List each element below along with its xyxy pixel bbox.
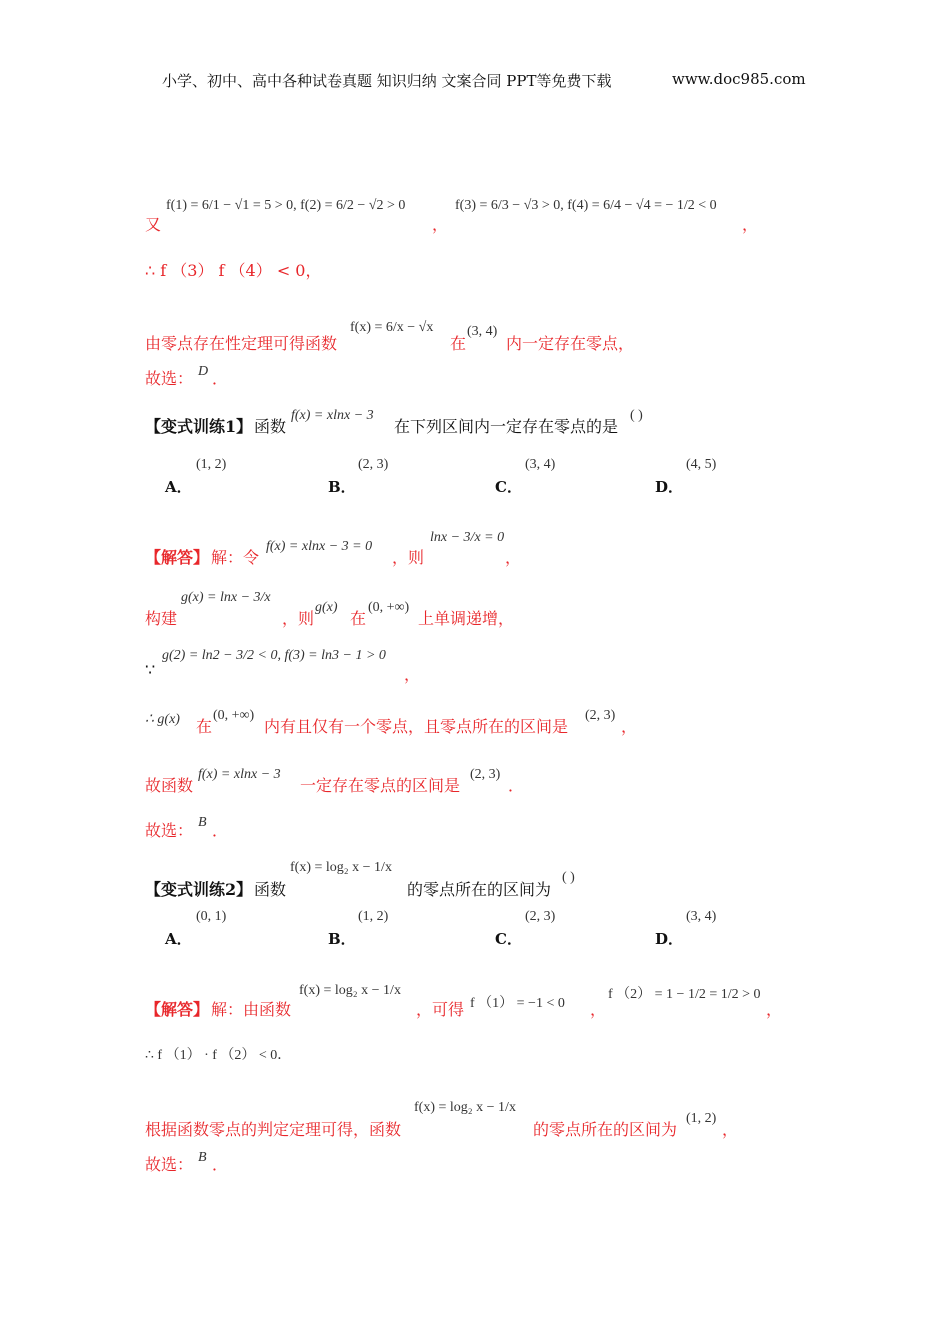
judge-interval: (1, 2) <box>686 1111 717 1126</box>
option-c-label[interactable]: C． <box>495 930 522 948</box>
option-b-label[interactable]: B． <box>328 930 356 948</box>
comma: ， <box>505 548 522 567</box>
judge-function: f(x) = log₂ x − 1/x <box>414 1100 516 1115</box>
answer-tag: 【解答】 <box>145 1000 210 1019</box>
period: ． <box>508 776 525 795</box>
then-g: ，则 <box>282 609 315 628</box>
variant2-function: f(x) = log₂ x − 1/x <box>290 860 392 875</box>
therefore-line: ∴ f （3） f （4） < 0， <box>145 261 322 280</box>
header-left-text: 小学、初中、高中各种试卷真题 知识归纳 文案合同 PPT等免费下载 <box>162 72 612 90</box>
option-d-value: (3, 4) <box>686 909 717 924</box>
choose-end: ． <box>212 1155 229 1174</box>
formula-f3-f4: f(3) = 6/3 − √3 > 0, f(4) = 6/4 − √4 = − 1/2 < 0 <box>455 198 717 213</box>
answer-eq1: f(x) = xlnx − 3 = 0 <box>266 539 373 554</box>
variant2-question: 的零点所在的区间为 <box>407 880 552 899</box>
option-d-label[interactable]: D． <box>655 930 684 948</box>
choose-end: ． <box>212 369 229 388</box>
choose-label: 故选： <box>145 821 194 840</box>
comma: ， <box>590 1000 607 1019</box>
judge-text: 根据函数零点的判定定理可得，函数 <box>145 1120 402 1139</box>
domain-interval: (0, +∞) <box>213 708 255 723</box>
variant2-pre: 函数 <box>254 880 287 899</box>
comma: ， <box>432 215 449 234</box>
at-label: 在 <box>350 609 367 628</box>
g-name: g(x) <box>315 600 338 615</box>
choose-label: 故选： <box>145 1155 194 1174</box>
conclude-pre: 故函数 <box>145 776 194 795</box>
conclude-mid: 一定存在零点的区间是 <box>300 776 461 795</box>
conclude-function: f(x) = xlnx − 3 <box>198 767 281 782</box>
option-b-label[interactable]: B． <box>328 478 356 496</box>
theorem-function: f(x) = 6/x − √x <box>350 320 434 335</box>
choose-end: ． <box>212 821 229 840</box>
option-a-label[interactable]: A． <box>165 930 192 948</box>
answer-eq2: lnx − 3/x = 0 <box>430 530 505 545</box>
header-site-link[interactable]: www.doc985.com <box>672 70 806 88</box>
variant2-paren: ( ) <box>562 870 575 885</box>
g-definition: g(x) = lnx − 3/x <box>181 590 271 605</box>
f2-value: f （2） = 1 − 1/2 = 1/2 > 0 <box>608 987 761 1002</box>
formula-f1-f2: f(1) = 6/1 − √1 = 5 > 0, f(2) = 6/2 − √2 > 0 <box>166 198 406 213</box>
variant1-function: f(x) = xlnx − 3 <box>291 408 374 423</box>
option-a-value: (1, 2) <box>196 457 227 472</box>
answer-tag: 【解答】 <box>145 548 210 567</box>
variant1-pre: 函数 <box>254 417 287 436</box>
option-c-value: (2, 3) <box>525 909 556 924</box>
increasing-text: 上单调递增， <box>418 609 515 628</box>
therefore-product: ∴ f （1） · f （2） < 0． <box>145 1048 292 1063</box>
answer-pre: 解：由函数 <box>211 1000 292 1019</box>
f1-value: f （1） = −1 < 0 <box>470 996 565 1011</box>
theorem-text: 由零点存在性定理可得函数 <box>145 334 338 353</box>
unique-zero-text: 内有且仅有一个零点，且零点所在的区间是 <box>264 717 569 736</box>
conclude-interval: (2, 3) <box>470 767 501 782</box>
comma: ， <box>621 717 638 736</box>
variant2-tag: 【变式训练2】 <box>145 880 253 899</box>
you-label: 又 <box>145 215 162 234</box>
domain-interval: (0, +∞) <box>368 600 410 615</box>
choose-label: 故选： <box>145 369 194 388</box>
answer-get: ，可得 <box>416 1000 465 1019</box>
answer-function: f(x) = log₂ x − 1/x <box>299 983 401 998</box>
comma: ， <box>404 665 421 684</box>
because-symbol: ∵ <box>145 660 156 679</box>
at-label: 在 <box>196 717 213 736</box>
variant1-tag: 【变式训练1】 <box>145 417 253 436</box>
comma: ， <box>722 1120 739 1139</box>
variant1-question: 在下列区间内一定存在零点的是 <box>394 417 619 436</box>
option-c-label[interactable]: C． <box>495 478 522 496</box>
theorem-mid: 在 <box>450 334 467 353</box>
option-c-value: (3, 4) <box>525 457 556 472</box>
zero-interval: (2, 3) <box>585 708 616 723</box>
g-values: g(2) = ln2 − 3/2 < 0, f(3) = ln3 − 1 > 0 <box>162 648 386 663</box>
answer-pre: 解：令 <box>211 548 260 567</box>
option-b-value: (1, 2) <box>358 909 389 924</box>
option-a-label[interactable]: A． <box>165 478 192 496</box>
option-d-label[interactable]: D． <box>655 478 684 496</box>
construct-label: 构建 <box>145 609 178 628</box>
comma: ， <box>742 215 759 234</box>
choose-answer: B <box>198 815 207 830</box>
theorem-post: 内一定存在零点， <box>506 334 635 353</box>
option-b-value: (2, 3) <box>358 457 389 472</box>
choose-answer: D <box>198 364 209 379</box>
comma: ， <box>766 1000 783 1019</box>
answer-then: ，则 <box>392 548 425 567</box>
choose-answer: B <box>198 1150 207 1165</box>
option-d-value: (4, 5) <box>686 457 717 472</box>
judge-post: 的零点所在的区间为 <box>533 1120 678 1139</box>
variant1-paren: ( ) <box>630 408 643 423</box>
theorem-interval: (3, 4) <box>467 324 498 339</box>
therefore-g: ∴ g(x) <box>145 712 180 727</box>
option-a-value: (0, 1) <box>196 909 227 924</box>
